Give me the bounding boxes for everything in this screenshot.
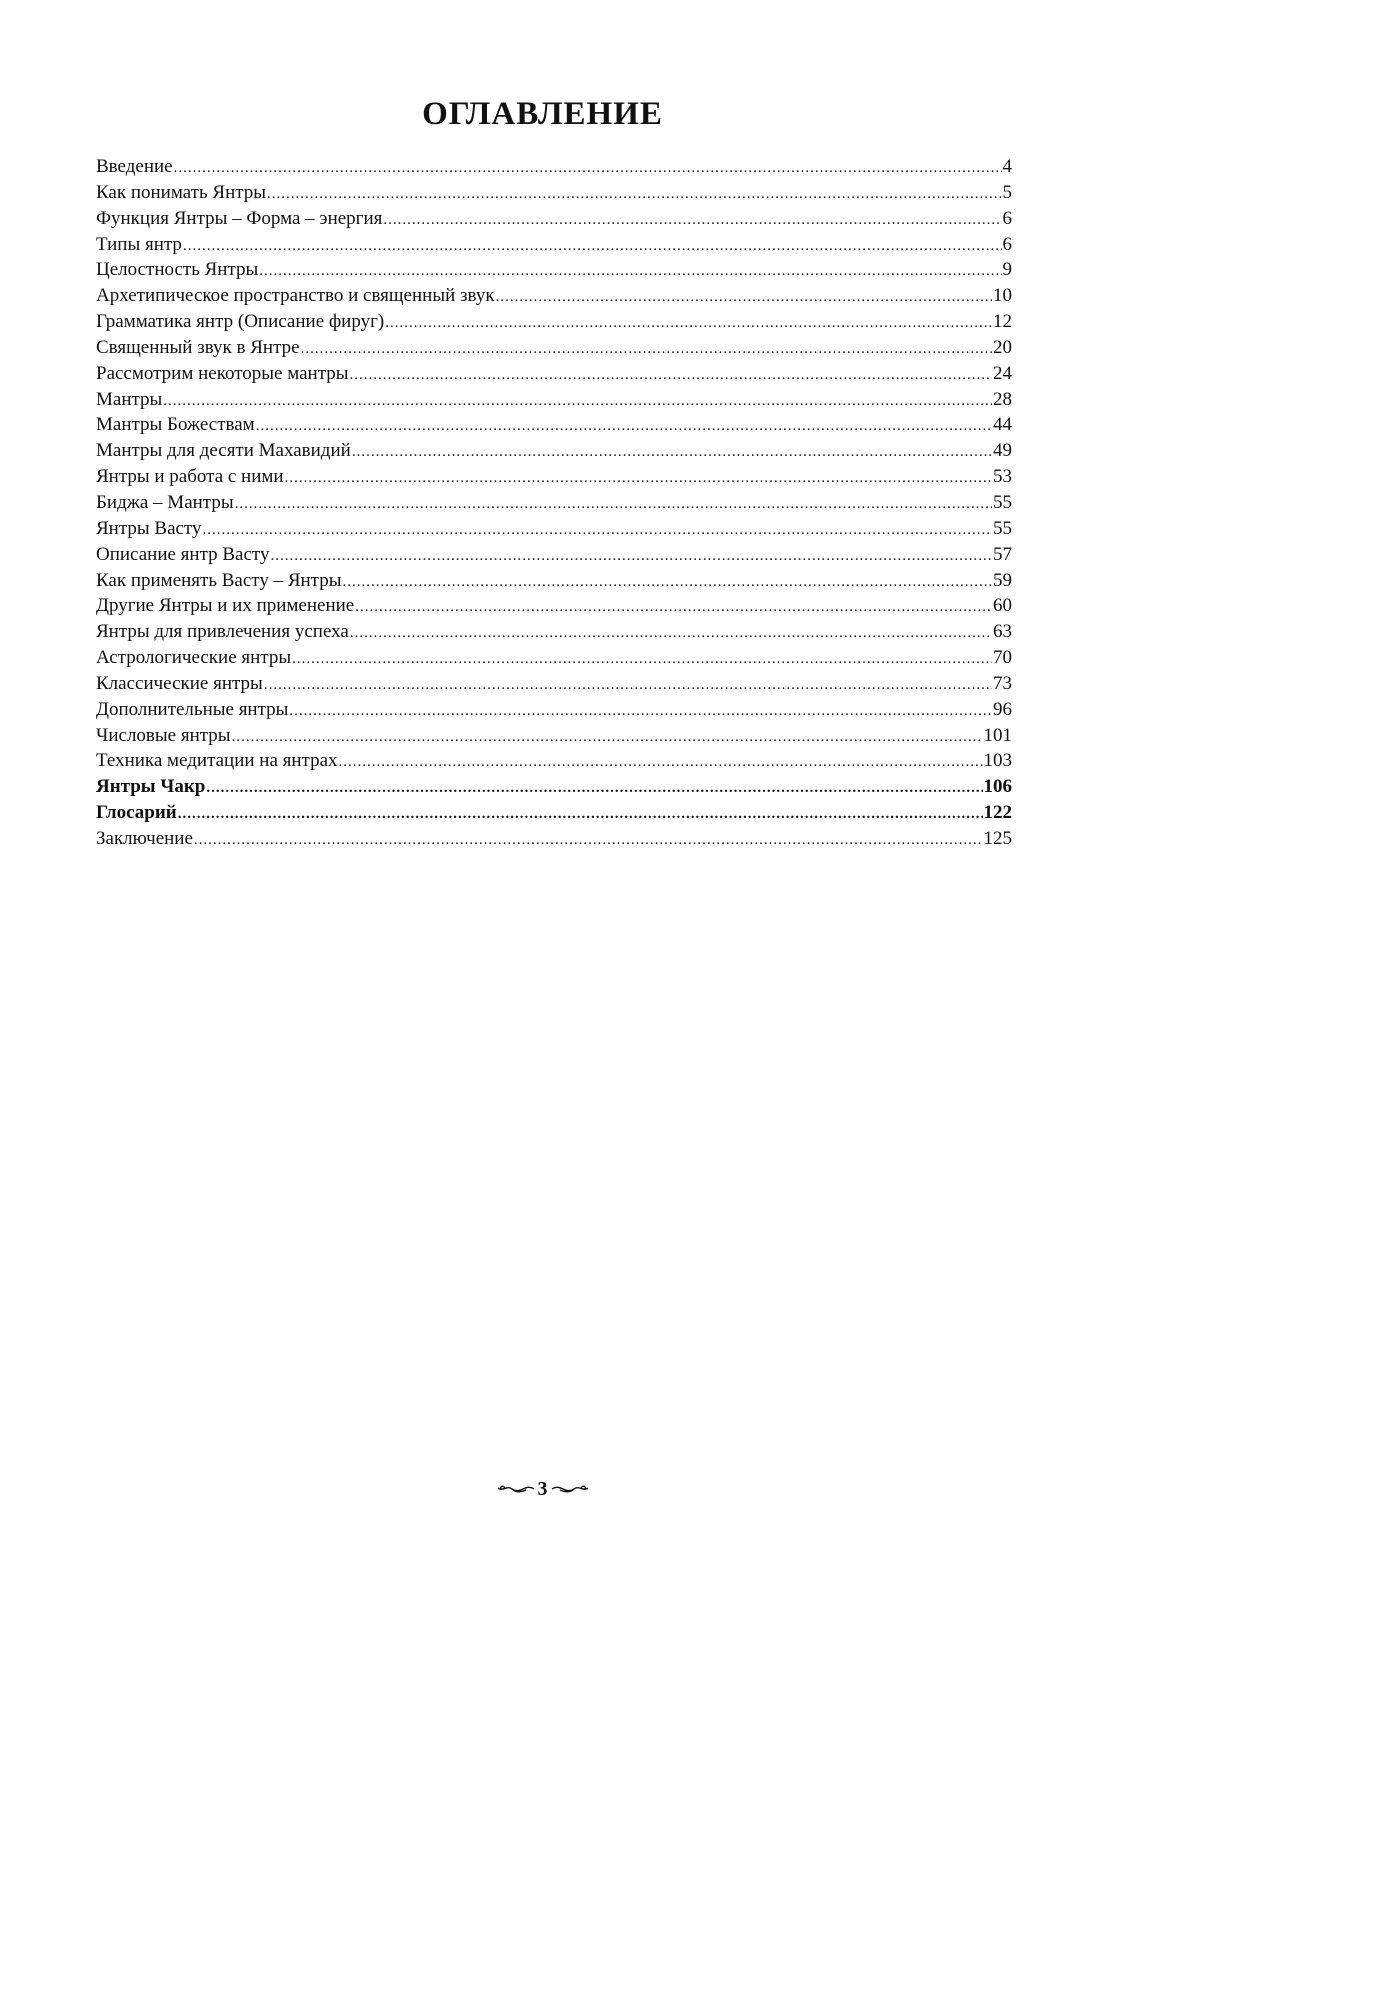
toc-entry-title: Как применять Васту – Янтры <box>96 569 342 591</box>
toc-entry-title: Дополнительные янтры <box>96 698 289 720</box>
toc-entry <box>96 619 1012 645</box>
toc-entry-title: Мантры для десяти Махавидий <box>96 440 351 462</box>
toc-entry-title: Другие Янтры и их применение <box>96 595 355 617</box>
toc-entry-page: 20 <box>993 336 1012 358</box>
toc-dot-leader <box>183 234 1002 259</box>
toc-entry-page: 103 <box>983 750 1012 772</box>
toc-entry-page: 12 <box>993 311 1012 333</box>
toc-entry <box>96 671 1012 697</box>
toc-dot-leader <box>163 389 992 414</box>
toc-entry-page: 122 <box>983 802 1012 824</box>
toc-entry-page: 55 <box>993 491 1012 513</box>
toc-dot-leader <box>301 337 992 362</box>
toc-entry <box>96 516 1012 542</box>
toc-entry-title: Числовые янтры <box>96 724 231 746</box>
toc-entry-title: Архетипическое пространство и священный звук <box>96 285 495 307</box>
toc-dot-leader <box>350 621 992 646</box>
toc-dot-leader <box>194 828 983 853</box>
toc-dot-leader <box>259 259 1001 284</box>
toc-entry <box>96 257 1012 283</box>
toc-entry-page: 70 <box>993 647 1012 669</box>
toc-entry-title: Астрологические янтры <box>96 647 292 669</box>
page-title: ОГЛАВЛЕНИЕ <box>422 96 663 132</box>
toc-entry-title: Типы янтр <box>96 233 182 255</box>
toc-entry-title: Мантры <box>96 388 163 410</box>
toc-entry-page: 73 <box>993 672 1012 694</box>
toc-entry-title: Классические янтры <box>96 672 263 694</box>
toc-entry-page: 9 <box>1002 259 1012 281</box>
toc-dot-leader <box>350 363 992 388</box>
toc-dot-leader <box>267 182 1001 207</box>
toc-dot-leader <box>206 776 982 801</box>
toc-dot-leader <box>202 518 992 543</box>
toc-entry-title: Грамматика янтр (Описание фируг) <box>96 311 385 333</box>
toc-entry-title: Янтры Васту <box>96 517 202 539</box>
toc-dot-leader <box>352 440 992 465</box>
toc-dot-leader <box>174 156 1002 181</box>
toc-entry-page: 125 <box>983 827 1012 849</box>
toc-entry-title: Заключение <box>96 827 193 849</box>
toc-entry-page: 44 <box>993 414 1012 436</box>
toc-entry-page: 57 <box>993 543 1012 565</box>
toc-dot-leader <box>292 647 992 672</box>
toc-entry <box>96 361 1012 387</box>
toc-entry <box>96 309 1012 335</box>
toc-entry-title: Техника медитации на янтрах <box>96 750 338 772</box>
toc-entry-page: 96 <box>993 698 1012 720</box>
toc-entry <box>96 283 1012 309</box>
toc-entry-page: 55 <box>993 517 1012 539</box>
toc-entry-page: 101 <box>983 724 1012 746</box>
toc-dot-leader <box>385 311 992 336</box>
toc-entry-page: 10 <box>993 285 1012 307</box>
toc-entry <box>96 826 1012 852</box>
toc-entry-title: Целостность Янтры <box>96 259 259 281</box>
toc-entry-page: 4 <box>1002 156 1012 177</box>
toc-entry-title: Глосарий <box>96 802 177 824</box>
toc-entry <box>96 490 1012 516</box>
flourish-ornament-icon <box>496 1481 536 1497</box>
toc-entry-page: 28 <box>993 388 1012 410</box>
toc-entry-title: Функция Янтры – Форма – энергия <box>96 207 383 229</box>
toc-dot-leader <box>232 725 983 750</box>
toc-entry-title: Биджа – Мантры <box>96 491 234 513</box>
toc-dot-leader <box>270 544 992 569</box>
toc-entry-page: 49 <box>993 440 1012 462</box>
toc-entry-page: 5 <box>1002 181 1012 203</box>
toc-entry-page: 59 <box>993 569 1012 591</box>
toc-entry <box>96 542 1012 568</box>
toc-entry <box>96 154 1012 180</box>
toc-entry-title: Янтры для привлечения успеха <box>96 621 349 643</box>
toc-entry <box>96 335 1012 361</box>
toc-entry <box>96 206 1012 232</box>
toc-entry <box>96 464 1012 490</box>
toc-entry <box>96 723 1012 749</box>
toc-entry <box>96 800 1012 826</box>
table-of-contents <box>96 154 1012 852</box>
flourish-ornament-icon <box>550 1481 590 1497</box>
page-number: 3 <box>537 1478 548 1500</box>
toc-entry <box>96 774 1012 800</box>
toc-entry-title: Янтры Чакр <box>96 776 206 798</box>
toc-dot-leader <box>264 673 992 698</box>
toc-entry-page: 60 <box>993 595 1012 617</box>
toc-entry <box>96 593 1012 619</box>
toc-dot-leader <box>178 802 983 827</box>
toc-entry <box>96 180 1012 206</box>
toc-entry <box>96 387 1012 413</box>
toc-entry-title: Мантры Божествам <box>96 414 255 436</box>
toc-entry-page: 63 <box>993 621 1012 643</box>
toc-dot-leader <box>339 750 983 775</box>
toc-entry <box>96 645 1012 671</box>
toc-dot-leader <box>256 414 992 439</box>
toc-entry <box>96 412 1012 438</box>
toc-entry-page: 106 <box>983 776 1012 798</box>
toc-entry <box>96 748 1012 774</box>
toc-entry-title: Описание янтр Васту <box>96 543 270 565</box>
toc-entry <box>96 568 1012 594</box>
toc-entry-page: 6 <box>1002 233 1012 255</box>
toc-entry-page: 24 <box>993 362 1012 384</box>
toc-entry <box>96 438 1012 464</box>
page-footer <box>0 1478 1085 1500</box>
toc-entry-title: Рассмотрим некоторые мантры <box>96 362 349 384</box>
toc-entry-page: 6 <box>1002 207 1012 229</box>
toc-entry <box>96 232 1012 258</box>
toc-dot-leader <box>289 699 992 724</box>
toc-entry-title: Как понимать Янтры <box>96 181 267 203</box>
toc-entry <box>96 697 1012 723</box>
toc-entry-title: Янтры и работа с ними <box>96 466 284 488</box>
toc-entry-title: Священный звук в Янтре <box>96 336 300 358</box>
toc-dot-leader <box>235 492 992 517</box>
toc-dot-leader <box>343 570 993 595</box>
toc-dot-leader <box>285 466 992 491</box>
toc-dot-leader <box>496 285 992 310</box>
toc-dot-leader <box>383 208 1001 233</box>
toc-dot-leader <box>355 595 992 620</box>
toc-entry-page: 53 <box>993 466 1012 488</box>
toc-entry-title: Введение <box>96 156 173 177</box>
